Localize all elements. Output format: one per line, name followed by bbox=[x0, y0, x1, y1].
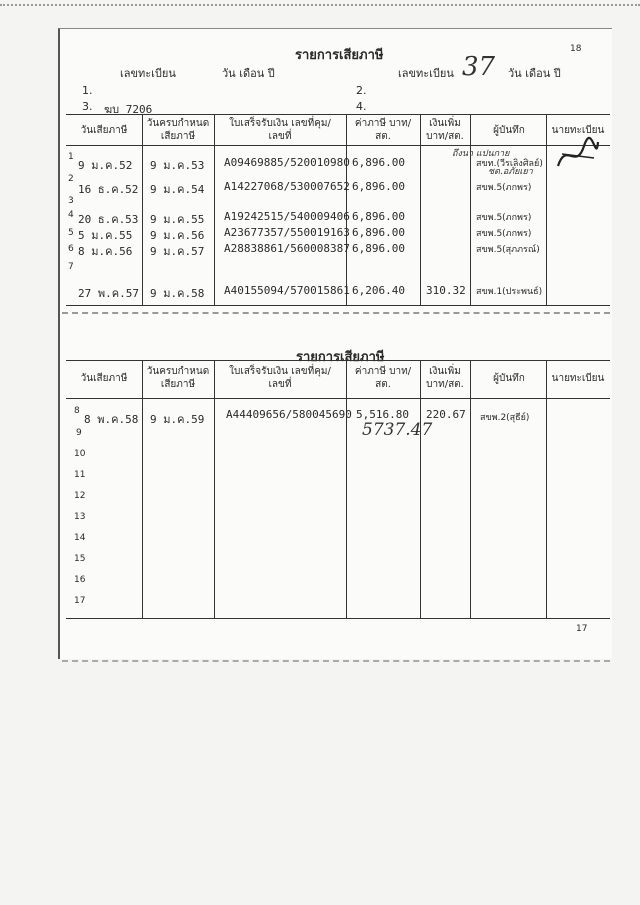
s2-table-bottom-line bbox=[66, 618, 610, 619]
paid-date: 8 พ.ค.58 bbox=[84, 413, 139, 426]
paid-date: 5 ม.ค.55 bbox=[78, 229, 133, 242]
s1-col-line-5 bbox=[470, 114, 471, 305]
receipt-no: A23677357/550019163 bbox=[224, 226, 350, 239]
s2-col-registrar: นายทะเบียน bbox=[551, 373, 605, 384]
tax-amount: 6,896.00 bbox=[352, 180, 405, 193]
s2-row-number: 12 bbox=[74, 491, 86, 501]
row-no: 1 bbox=[68, 152, 74, 162]
tax-amount: 5,516.80 bbox=[356, 408, 409, 421]
receipt-no: A40155094/570015861 bbox=[224, 284, 350, 297]
paid-date: 16 ธ.ค.52 bbox=[78, 183, 139, 196]
handwritten-number: 37 bbox=[462, 52, 496, 82]
reg-row-3-value: ฆบ 7206 bbox=[104, 103, 153, 116]
s2-col-line-2 bbox=[214, 360, 215, 618]
page-number-top: 18 bbox=[570, 44, 582, 54]
s2-row-number: 9 bbox=[76, 428, 82, 438]
scan-noise-top bbox=[0, 4, 640, 6]
s2-row-number: 10 bbox=[74, 449, 86, 459]
paid-date: 27 พ.ค.57 bbox=[78, 287, 139, 300]
s2-col-line-5 bbox=[470, 360, 471, 618]
s2-header-top-line bbox=[66, 360, 610, 361]
date-label-left: วัน เดือน ปี bbox=[222, 67, 275, 80]
scan-noise-middle bbox=[62, 312, 610, 314]
s1-header-bottom-line bbox=[66, 145, 610, 146]
tax-amount: 6,896.00 bbox=[352, 156, 405, 169]
s2-col-extra: เงินเพิ่ม บาท/สต. bbox=[426, 366, 464, 390]
receipt-no: A44409656/580045690 bbox=[226, 408, 352, 421]
row-no: 8 bbox=[74, 406, 80, 416]
handwritten-total: 5737.47 bbox=[362, 420, 433, 440]
date-label-right: วัน เดือน ปี bbox=[508, 67, 561, 80]
receipt-no: A19242515/540009406 bbox=[224, 210, 350, 223]
s1-col-line-2 bbox=[214, 114, 215, 305]
registrar-signature-scribble bbox=[556, 136, 600, 176]
due-date: 9 ม.ค.56 bbox=[150, 229, 205, 242]
s1-col-recorder: ผู้บันทึก bbox=[493, 125, 525, 136]
s1-col-tax: ค่าภาษี บาท/สต. bbox=[354, 118, 412, 142]
receipt-no: A09469885/520010980 bbox=[224, 156, 350, 169]
s2-row-number: 15 bbox=[74, 554, 86, 564]
s1-row-3-no: 3 bbox=[68, 196, 74, 206]
due-date: 9 ม.ค.54 bbox=[150, 183, 205, 196]
recorder: สขพ.5(ภกพร) bbox=[476, 229, 532, 239]
reg-row-3-no: 3. bbox=[82, 100, 93, 113]
s2-col-line-3 bbox=[346, 360, 347, 618]
s2-row-number: 17 bbox=[74, 596, 86, 606]
reg-row-1-no: 1. bbox=[82, 84, 93, 97]
s1-col-line-6 bbox=[546, 114, 547, 305]
paid-date: 20 ธ.ค.53 bbox=[78, 213, 139, 226]
s1-col-receipt: ใบเสร็จรับเงิน เลขที่คุม/เลขที่ bbox=[229, 118, 331, 142]
note-stamp-2: ชด.อภัยเยา bbox=[488, 167, 533, 177]
paid-date: 8 ม.ค.56 bbox=[78, 245, 133, 258]
row-no: 2 bbox=[68, 174, 74, 184]
s2-header-bottom-line bbox=[66, 398, 610, 399]
reg-row-4-no: 4. bbox=[356, 100, 367, 113]
tax-amount: 6,896.00 bbox=[352, 242, 405, 255]
s1-header-top-line bbox=[66, 114, 610, 115]
s2-col-receipt: ใบเสร็จรับเงิน เลขที่คุม/เลขที่ bbox=[229, 366, 331, 390]
s1-col-registrar: นายทะเบียน bbox=[551, 125, 605, 136]
s2-row-number: 11 bbox=[74, 470, 86, 480]
recorder: สขพ.2(สุธีย์) bbox=[480, 413, 530, 423]
tax-amount: 6,896.00 bbox=[352, 226, 405, 239]
row-no: 6 bbox=[68, 244, 74, 254]
due-date: 9 ม.ค.55 bbox=[150, 213, 205, 226]
due-date: 9 ม.ค.58 bbox=[150, 287, 205, 300]
recorder: สขพ.1(ประพนธ์) bbox=[476, 287, 543, 297]
paid-date: 9 ม.ค.52 bbox=[78, 159, 133, 172]
page-number-bottom: 17 bbox=[576, 624, 588, 634]
tax-amount: 6,206.40 bbox=[352, 284, 405, 297]
s1-col-extra: เงินเพิ่ม บาท/สต. bbox=[426, 118, 464, 142]
section1-title: รายการเสียภาษี bbox=[295, 48, 384, 63]
due-date: 9 ม.ค.53 bbox=[150, 159, 205, 172]
recorder: สขพ.5(ภกพร) bbox=[476, 213, 532, 223]
recorder: สขท.(วีรเลิงศิลย์) bbox=[476, 159, 543, 169]
s2-row-number: 16 bbox=[74, 575, 86, 585]
row-no: 4 bbox=[68, 210, 74, 220]
s2-row-number: 13 bbox=[74, 512, 86, 522]
row-no: 5 bbox=[68, 228, 74, 238]
s1-col-line-4 bbox=[420, 114, 421, 305]
reg-label-right: เลขทะเบียน bbox=[398, 67, 454, 80]
s1-col-line-1 bbox=[142, 114, 143, 305]
s1-row-7-no: 7 bbox=[68, 262, 74, 272]
receipt-no: A28838861/560008387 bbox=[224, 242, 350, 255]
extra-amount: 220.67 bbox=[426, 408, 466, 421]
recorder: สขพ.5(สุภภรณ์) bbox=[476, 245, 540, 255]
s1-col-paid-date: วันเสียภาษี bbox=[80, 125, 128, 136]
s2-col-line-6 bbox=[546, 360, 547, 618]
reg-label-left: เลขทะเบียน bbox=[120, 67, 176, 80]
scan-noise-bottom bbox=[62, 660, 610, 662]
tax-amount: 6,896.00 bbox=[352, 210, 405, 223]
s2-col-recorder: ผู้บันทึก bbox=[493, 373, 525, 384]
note-stamp-1: ถึงนา แปนกาย bbox=[452, 149, 510, 159]
s2-col-paid-date: วันเสียภาษี bbox=[80, 373, 128, 384]
reg-row-2-no: 2. bbox=[356, 84, 367, 97]
s2-col-tax: ค่าภาษี บาท/สต. bbox=[354, 366, 412, 390]
s2-row-number: 14 bbox=[74, 533, 86, 543]
s1-col-due-date: วันครบกำหนด เสียภาษี bbox=[146, 118, 210, 142]
s1-table-bottom-line bbox=[66, 305, 610, 306]
due-date: 9 ม.ค.59 bbox=[150, 413, 205, 426]
s2-col-line-1 bbox=[142, 360, 143, 618]
s2-col-due-date: วันครบกำหนด เสียภาษี bbox=[146, 366, 210, 390]
receipt-no: A14227068/530007652 bbox=[224, 180, 350, 193]
recorder: สขพ.5(ภกพร) bbox=[476, 183, 532, 193]
extra-amount: 310.32 bbox=[426, 284, 466, 297]
s2-col-line-4 bbox=[420, 360, 421, 618]
due-date: 9 ม.ค.57 bbox=[150, 245, 205, 258]
section2-title: รายการเสียภาษี bbox=[296, 350, 385, 365]
